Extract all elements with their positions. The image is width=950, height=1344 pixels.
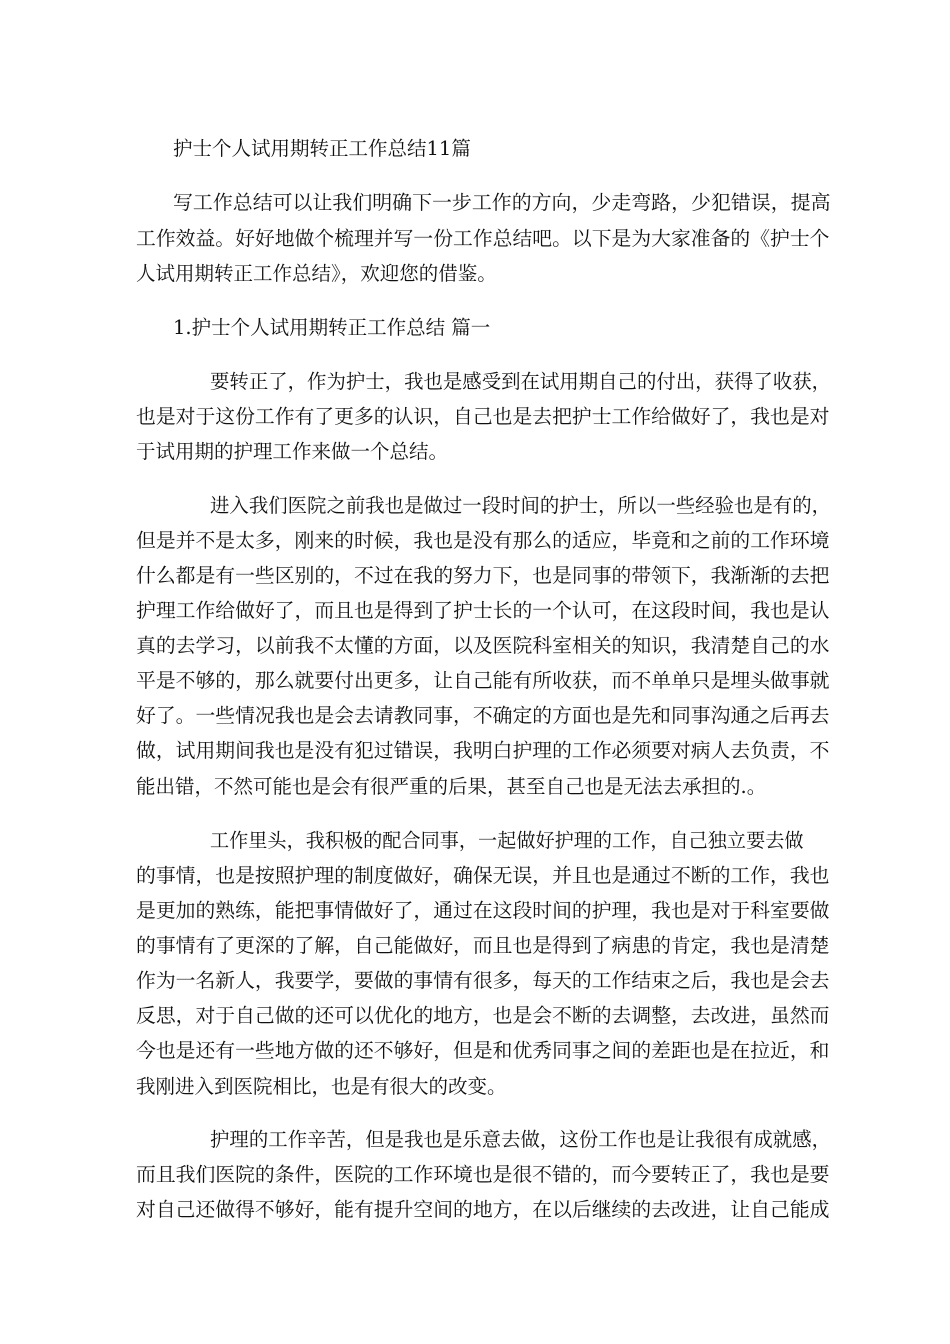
paragraph-line: 今也是还有一些地方做的还不够好，但是和优秀同事之间的差距也是在拉近，和 <box>136 1039 830 1062</box>
paragraph-line: 也是对于这份工作有了更多的认识，自己也是去把护士工作给做好了，我也是对 <box>136 405 830 428</box>
paragraph-line: 能出错，不然可能也是会有很严重的后果，甚至自己也是无法去承担的.。 <box>136 775 767 798</box>
paragraph-line: 于试用期的护理工作来做一个总结。 <box>136 440 449 463</box>
paragraph-line: 而且我们医院的条件，医院的工作环境也是很不错的，而今要转正了，我也是要 <box>136 1163 830 1186</box>
paragraph-line: 反思，对于自己做的还可以优化的地方，也是会不断的去调整，去改进，虽然而 <box>136 1004 830 1027</box>
paragraph-line: 工作里头，我积极的配合同事，一起做好护理的工作，自己独立要去做 <box>210 829 804 852</box>
intro-line: 人试用期转正工作总结》，欢迎您的借鉴。 <box>136 262 497 285</box>
paragraph-line: 的事情有了更深的了解，自己能做好，而且也是得到了病患的肯定，我也是清楚 <box>136 934 830 957</box>
paragraph-line: 平是不够的，那么就要付出更多，让自己能有所收获，而不单单只是埋头做事就 <box>136 669 830 692</box>
intro-line: 写工作总结可以让我们明确下一步工作的方向，少走弯路，少犯错误，提高 <box>173 191 831 214</box>
paragraph-line: 要转正了，作为护士，我也是感受到在试用期自己的付出，获得了收获， <box>210 370 832 393</box>
paragraph-line: 的事情，也是按照护理的制度做好，确保无误，并且也是通过不断的工作，我也 <box>136 864 830 887</box>
paragraph-line: 护理工作给做好了，而且也是得到了护士长的一个认可，在这段时间，我也是认 <box>136 599 830 622</box>
paragraph-line: 护理的工作辛苦，但是我也是乐意去做，这份工作也是让我很有成就感， <box>210 1128 832 1151</box>
section-heading: 1.护士个人试用期转正工作总结 篇一 <box>173 316 491 339</box>
paragraph-line: 作为一名新人，我要学，要做的事情有很多，每天的工作结束之后，我也是会去 <box>136 969 830 992</box>
paragraph-line: 做，试用期间我也是没有犯过错误，我明白护理的工作必须要对病人去负责，不 <box>136 739 830 762</box>
paragraph-line: 真的去学习，以前我不太懂的方面，以及医院科室相关的知识，我清楚自己的水 <box>136 634 830 657</box>
paragraph-line: 对自己还做得不够好，能有提升空间的地方，在以后继续的去改进，让自己能成 <box>136 1198 830 1221</box>
paragraph-line: 什么都是有一些区别的，不过在我的努力下，也是同事的带领下，我渐渐的去把 <box>136 564 830 587</box>
intro-line: 工作效益。好好地做个梳理并写一份工作总结吧。以下是为大家准备的《护士个 <box>136 227 830 250</box>
paragraph-line: 但是并不是太多，刚来的时候，我也是没有那么的适应，毕竟和之前的工作环境 <box>136 529 830 552</box>
paragraph-line: 好了。一些情况我也是会去请教同事，不确定的方面也是先和同事沟通之后再去 <box>136 704 830 727</box>
document-title: 护士个人试用期转正工作总结11篇 <box>173 137 471 160</box>
paragraph-line: 是更加的熟练，能把事情做好了，通过在这段时间的护理，我也是对于科室要做 <box>136 899 830 922</box>
paragraph-line: 进入我们医院之前我也是做过一段时间的护士，所以一些经验也是有的， <box>210 494 832 517</box>
paragraph-line: 我刚进入到医院相比，也是有很大的改变。 <box>136 1075 507 1098</box>
